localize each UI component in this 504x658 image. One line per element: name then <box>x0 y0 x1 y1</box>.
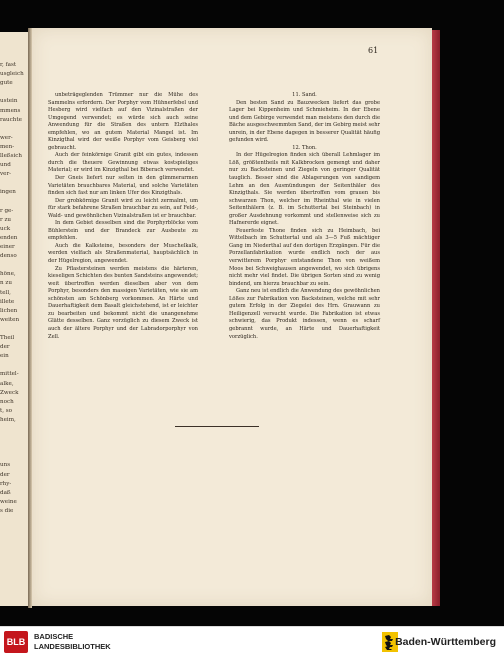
bw-label[interactable]: Baden-Württemberg <box>395 636 496 648</box>
left-page-fragment: illete <box>0 298 15 305</box>
paragraph: Den besten Sand zu Bauzwecken liefert das grobe Lager bei Kippenheim und Schmieheim. In der Ebene und dem Gebirge verwendet man meistens den durch die Bäche ausgeschwemmten Sand, der im Gebirg meist sehr unrein, in der Ebene dagegen in besserer Qualität häufig gefunden wird. <box>229 99 380 144</box>
left-page-fragment: n zu <box>0 280 12 287</box>
left-page-fragment: Zweck <box>0 389 19 396</box>
left-page-fragment: denso <box>0 253 17 260</box>
paragraph: Auch der feinkörnige Granit gibt ein gutes, indessen durch die theuere Gewinnung etwas kostspieliges Material; er wird im Kinzigthal bei Biberach verwendet. <box>48 152 198 174</box>
left-page-fragment: uns <box>0 462 11 469</box>
paragraph: In dem Gebiet desselben sind die Porphyrblöcke vom Bühlerstein und der Brandeck zur Ausbeute zu empfehlen. <box>48 220 198 242</box>
left-page-fragment: ingen <box>0 189 16 196</box>
left-page-fragment: tell, <box>0 289 11 296</box>
left-page-fragment: men- <box>0 143 15 150</box>
left-page-fragment: Theil <box>0 335 15 341</box>
paragraph: unbeträgeglenden Trümmer nur die Mühe des Sammelns erfordern. Der Porphyr vom Hühnerfebel und Hesberg wird vielfach auf den Vizinalstraßen der Umgegend verwendet; es würde sich auch seine Anwendung für die Straßen des untern Elzthales empfehlen, wo an gutem Material Mangel ist. Im Kinzigthal wird der weiße Porphyr vom Geisberg viel gebraucht. <box>48 92 198 151</box>
left-text-column <box>48 92 198 341</box>
left-page-fragment: und <box>0 162 11 169</box>
left-page-fragment: ustein <box>0 98 18 105</box>
left-page-fragment: lleßsich <box>0 153 23 159</box>
paragraph: Zu Pflastersteinen werden meistens die härteren, kieseligen Schichten des bunten Sandsteins angewendet; weit übertroffen werden dieselben aber von dem Porphyr, besonders den massigen Varietäten, wie sie am schönsten am Schönberg vorkommen. An Härte und Dauerhaftigkeit dem Basalt gleichstehend, ist er leichter zu bearbeiten und bekommt nicht die unangenehme Glätte desselben. Ganz vorzüglich zu diesem Zweck ist auch der ältere Porphyr und der Labradorporphyr von Zell. <box>48 265 198 340</box>
left-page-fragment: r, fast <box>0 62 17 68</box>
left-page-fragment: mmens <box>0 107 21 114</box>
left-page-fragment: noch <box>0 398 14 405</box>
paragraph: Auch die Kalksteine, besonders der Muschelkalk, werden vielfach als Straßenmaterial, hauptsächlich in der Hügelregion, angewendet. <box>48 242 198 265</box>
left-page-fragment: gute <box>0 80 13 87</box>
paragraph: Der grobkörnige Granit wird zu leicht zermalmt, um für stark befahrene Straßen brauchbar zu sein, auf Feld-, Wald- und gewöhnlichen Vizinalstraßen ist er brauchbar. <box>48 197 198 219</box>
left-page-fragment: ein <box>0 353 9 360</box>
section-heading: 12. Thon. <box>292 144 317 151</box>
left-page-fragment: weine <box>0 498 17 505</box>
left-page-fragment: enden <box>0 234 18 241</box>
separator-rule <box>175 426 259 427</box>
paragraph: Feuerfeste Thone finden sich zu Heimbach, bei Wittelbach im Schuttertal und als 3—5 Fuß mächtiger Gang im Niederthal auf den dortigen Erzgängen. Für die Porzellanfabrikation wurde endlich noch der aus verwitterem Porphyr entstandene Thon von weißem Moos bei Schweighausen angewendet, wo sich übrigens nicht mehr viel findet. Die übrigen Sorten sind zu wenig bindend, um hierzu brauchbar zu sein. <box>229 227 380 287</box>
left-page-fragment: daß <box>0 489 11 496</box>
section-heading: 11. Sand. <box>292 92 317 98</box>
left-page-fragment: r ge- <box>0 207 14 214</box>
left-page-fragment: lichen <box>0 307 18 314</box>
left-page-fragment: wer- <box>0 134 13 141</box>
blb-name[interactable] <box>34 632 111 652</box>
blb-name-line1: BADISCHE <box>34 632 74 641</box>
left-page-fragment: mittel- <box>0 371 19 378</box>
right-text-column <box>229 92 380 341</box>
paragraph: Ganz neu ist endlich die Anwendung des gewöhnlichen Lößes zur Fabrikation von Backsteinen, welche mit sehr gutem Erfolg in der Ziegelei des Hrn. Grauwann zu Heiligenzell versucht wurde. Die Fabrikation ist etwas schwierig, das Produkt indessen, wenn es scharf gebrannt wurde, an Härte und Dauerhaftigkeit vorzüglich. <box>229 288 380 340</box>
paragraph: In der Hügelregion finden sich überall Lehmlager im Löß, größtentheils mit Kalkbrocken gemengt und daher nur zu Backsteinen und Ziegeln von geringer Qualität tauglich. Besser sind die Ablagerungen von sandigem Lehm an den Ausmündungen der Seitenthäler des Kinzigthals. Sie werden übertroffen vom grauen bis schwarzen Thon, welcher im Rheinthal wie in vielen Seitenthälern (z. B. im Schuttertal bei Steinbach) in großer Ausdehnung vorkommt und stellenweise sich zu Hafnererde eignet. <box>229 152 380 227</box>
left-page-fragment: alke, <box>0 380 14 387</box>
paragraph: Der Gneis liefert nur selten in den glimmerarmen Varietäten brauchbares Material, und solche Varietäten finden sich fast nur am linken Ufer des Kinzigthals. <box>48 175 198 197</box>
left-page-fragment: r zu <box>0 216 12 223</box>
left-page-fragment: einer <box>0 244 15 250</box>
blb-logo[interactable]: BLB <box>4 631 28 653</box>
left-page-fragment: rhy- <box>0 480 12 487</box>
left-page-fragment: weiten <box>0 316 20 323</box>
left-page-fragment: der <box>0 344 10 351</box>
blb-name-line2: LANDESBIBLIOTHEK <box>34 642 111 651</box>
left-page-fragment: ver- <box>0 171 12 178</box>
page-red-edge <box>432 30 440 606</box>
left-page-fragment: rauchte <box>0 116 22 123</box>
left-page-fragment: s die <box>0 507 14 514</box>
left-page-fragment: höne, <box>0 271 16 278</box>
page-number: 61 <box>368 46 379 55</box>
left-page-fragment: der <box>0 471 10 478</box>
left-page-fragment: t, so <box>0 407 13 414</box>
left-page-fragment: heim, <box>0 416 16 423</box>
viewer-footer <box>0 626 504 658</box>
left-page-fragment: uck <box>0 225 11 232</box>
left-page-fragment: usgleich <box>0 71 24 78</box>
